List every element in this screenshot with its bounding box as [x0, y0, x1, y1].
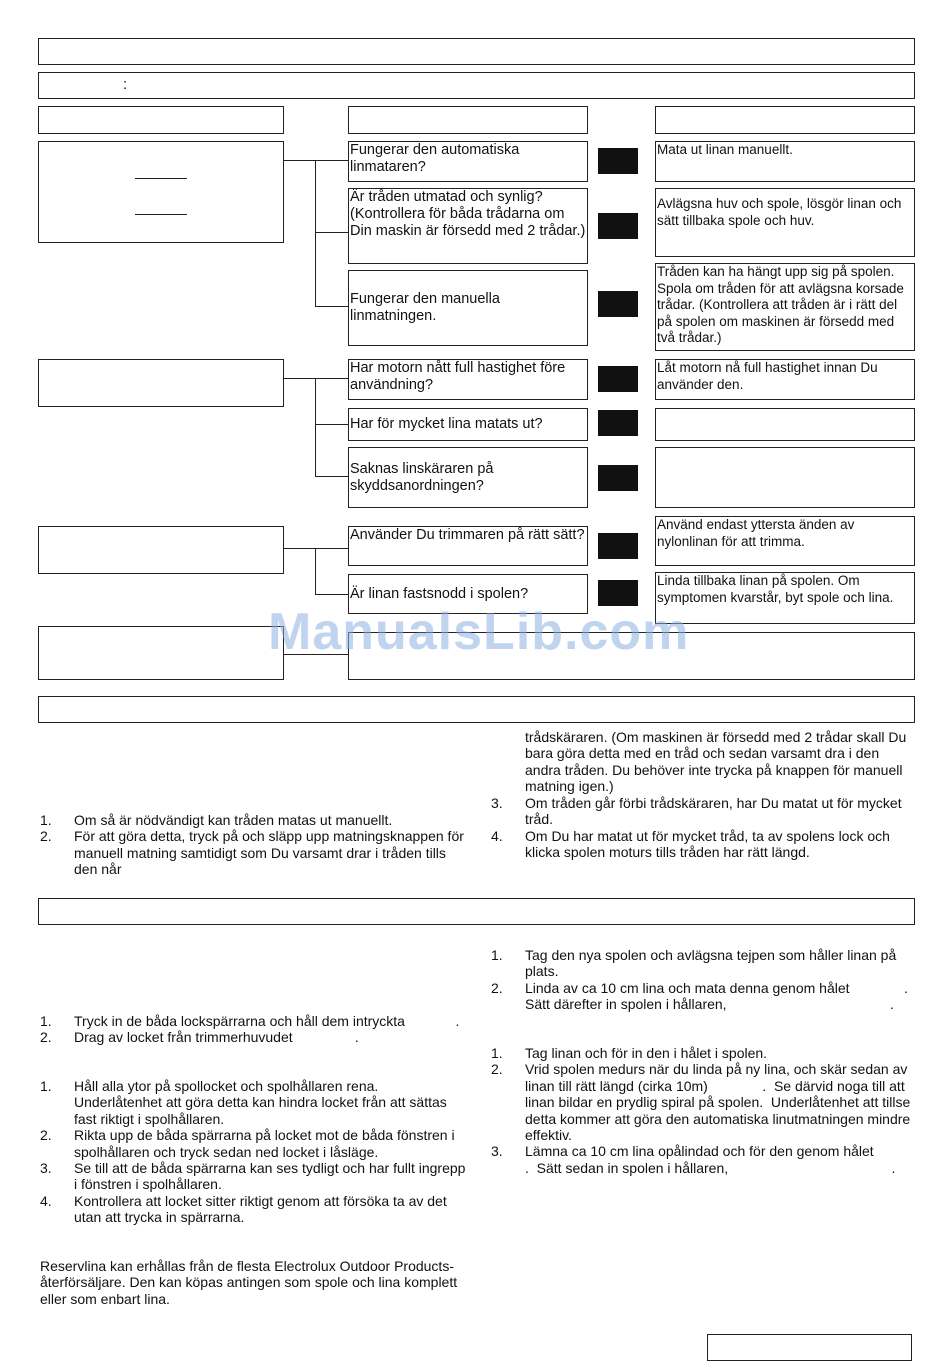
list-item: 1. Håll alla ytor på spollocket och spolhållaren rena. Underlåtenhet att göra detta kan hindra locket från att sättas fast riktigt i spolhållaren.	[40, 1078, 447, 1127]
remedy-box-4: Låt motorn nå full hastighet innan Du använder den.	[655, 359, 915, 400]
spool-remove-steps	[38, 1013, 470, 1046]
connector	[315, 424, 348, 425]
problem-box-2	[38, 359, 284, 407]
check-text-8: Är linan fastsnodd i spolen?	[350, 585, 529, 602]
watermark-text: ManualsLib.com	[268, 603, 690, 661]
page-title-bar	[38, 38, 915, 65]
answer-block	[598, 148, 638, 174]
section-bar-spool	[38, 898, 915, 925]
check-box-4: Har motorn nått full hastighet före användning?	[348, 359, 588, 400]
remedy-box-1: Mata ut linan manuellt.	[655, 141, 915, 182]
list-item: 1. Tag linan och för in den i hålet i spolen.	[491, 1045, 768, 1061]
check-text-6: Saknas linskäraren på skyddsanordningen?	[350, 460, 494, 494]
connector	[315, 160, 316, 306]
list-item: 4. Om Du har matat ut för mycket tråd, ta av spolens lock och klicka spolen moturs tills tråden har rätt längd.	[491, 827, 890, 861]
answer-block	[598, 465, 638, 491]
connector	[315, 232, 348, 233]
rewind-steps	[489, 1045, 929, 1176]
underline-2	[135, 214, 187, 215]
reserve-line-note: Reservlina kan erhållas från de flesta Electrolux Outdoor Products-återförsäljare. Den kan köpas antingen som spole och lina komplett eller som enbart lina.	[40, 1258, 458, 1307]
remedy-box-2	[655, 188, 915, 257]
page-number-box	[707, 1334, 912, 1361]
header-problem	[38, 106, 284, 134]
connector	[284, 378, 348, 379]
problem-box-3	[38, 526, 284, 574]
remedy-box-3: Tråden kan ha hängt upp sig på spolen. Spola om tråden för att avlägsna korsade trådar. (Kontrollera att tråden är i rätt del på spolen om maskinen är försedd med två trådar.)	[655, 263, 915, 351]
remedy-text-2: Avlägsna huv och spole, lösgör linan och sätt tillbaka spole och huv.	[657, 196, 902, 228]
list-item: 2. Vrid spolen medurs när du linda på ny lina, och skär sedan av linan till rätt längd (cirka 10m) . Se därvid noga till att linan bildar en prydlig spiral på spolen. Underlåtenhet att tillse detta kommer att göra den automatiska linutmatningen mindre effektiv.	[491, 1061, 915, 1144]
check-box-5	[348, 408, 588, 441]
list-item: 2. För att göra detta, tryck på och släpp upp matningsknappen för manuell matning samtidigt som Du varsamt drar i tråden tills den når	[40, 828, 464, 878]
header-check	[348, 106, 588, 134]
connector	[315, 548, 316, 594]
remedy-box-7: Använd endast yttersta änden av nylonlinan för att trimma.	[655, 516, 915, 566]
check-text-3: Fungerar den manuella linmatningen.	[350, 291, 500, 324]
manual-feed-steps-right	[489, 795, 917, 861]
connector	[284, 160, 348, 161]
remedy-box-5	[655, 408, 915, 441]
answer-block	[598, 533, 638, 559]
check-box-7: Använder Du trimmaren på rätt sätt?	[348, 526, 588, 566]
connector	[315, 306, 348, 307]
list-item: 3. Lämna ca 10 cm lina opålindad och för den genom hålet . Sätt sedan in spolen i hållaren, .	[491, 1143, 929, 1176]
manual-feed-steps-left	[38, 812, 470, 878]
list-item: 4. Kontrollera att locket sitter riktigt genom att försöka ta av det utan att trycka in spärrarna.	[40, 1192, 447, 1226]
check-text-5: Har för mycket lina matats ut?	[350, 416, 543, 432]
connector	[315, 378, 316, 476]
spool-install-steps	[38, 1078, 470, 1226]
check-box-6	[348, 447, 588, 508]
answer-block	[598, 366, 638, 392]
problem-box-1	[38, 141, 284, 243]
problem-box-4	[38, 626, 284, 680]
list-item: 1. Tryck in de båda lockspärrarna och håll dem intryckta .	[40, 1013, 460, 1029]
remedy-box-6	[655, 447, 915, 508]
answer-block	[598, 410, 638, 436]
list-item: 1. Tag den nya spolen och avlägsna tejpen som håller linan på plats.	[491, 947, 901, 980]
model-colon: :	[123, 76, 128, 93]
list-item: 3. Se till att de båda spärrarna kan ses tydligt och har fullt ingrepp i fönstren i spolhållaren.	[40, 1160, 466, 1193]
manual-feed-continuation: trådskäraren. (Om maskinen är försedd med 2 trådar skall Du bara göra detta med en tråd och sedan varsamt dra i den andra tråden. Du behöver inte trycka på knappen för manuell matning igen.)	[525, 729, 907, 795]
remedy-box-8: Linda tillbaka linan på spolen. Om symptomen kvarstår, byt spole och lina.	[655, 572, 915, 624]
answer-block	[598, 291, 638, 317]
section-bar-manual-feed	[38, 696, 915, 723]
connector	[315, 594, 348, 595]
list-item: 2. Rikta upp de båda spärrarna på locket mot de båda fönstren i spolhållaren och tryck sedan ned locket i låsläge.	[40, 1127, 455, 1160]
check-box-1: Fungerar den automatiska linmataren?	[348, 141, 588, 182]
list-item: 3. Om tråden går förbi trådskäraren, har Du matat ut för mycket tråd.	[491, 795, 902, 828]
check-box-3	[348, 270, 588, 346]
list-item: 2. Drag av locket från trimmerhuvudet .	[40, 1029, 359, 1046]
check-box-2: Är tråden utmatad och synlig? (Kontrollera för båda trådarna om Din maskin är försedd med 2 trådar.)	[348, 188, 588, 264]
list-item: 1. Om så är nödvändigt kan tråden matas ut manuellt.	[40, 812, 393, 828]
header-remedy	[655, 106, 915, 134]
model-bar	[38, 72, 915, 99]
list-item: 2. Linda av ca 10 cm lina och mata denna genom hålet . Sätt därefter in spolen i hållaren, .	[491, 979, 916, 1013]
connector	[315, 476, 348, 477]
underline-1	[135, 178, 187, 179]
answer-block	[598, 213, 638, 239]
new-spool-steps	[489, 947, 917, 1013]
connector	[284, 548, 348, 549]
